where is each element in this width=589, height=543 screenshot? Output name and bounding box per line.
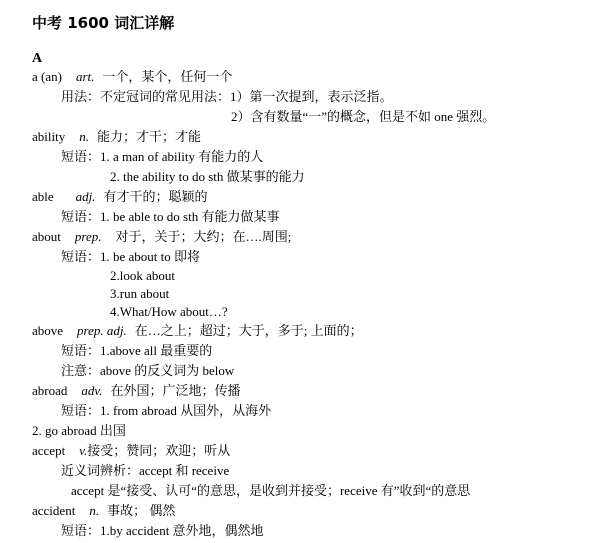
definition: 一个，某个，任何一个 [102, 69, 233, 84]
phrase-line: 短语：1. from abroad 从国外，从海外 [61, 403, 272, 418]
entry-headword-line [32, 69, 232, 85]
headword: accept [32, 443, 66, 458]
note-line: 注意：above 的反义词为 below [61, 363, 235, 378]
definition: 事故； 偶然 [107, 503, 176, 518]
section-letter: A [32, 51, 43, 66]
document-title: 中考 1600 词汇详解 [32, 14, 175, 32]
part-of-speech: v. [79, 443, 88, 458]
phrase-line: 短语：1. a man of ability 有能力的人 [61, 149, 264, 164]
part-of-speech: n. [89, 503, 100, 518]
phrase-line: 2.look about [110, 268, 175, 283]
entry-headword-line [32, 323, 363, 339]
phrase-line: 短语：1.above all 最重要的 [61, 343, 213, 358]
part-of-speech: n. [79, 129, 89, 144]
synonym-explanation-line: accept 是“接受、认可“的意思，是收到并接受；receive 有”收到“的意思 [71, 483, 471, 498]
entry-headword-line [32, 189, 208, 205]
phrase-line: 3.run about [110, 286, 170, 301]
definition: 能力；才干；才能 [96, 129, 201, 144]
part-of-speech: prep. [74, 229, 102, 244]
headword: accident [32, 503, 76, 518]
headword: ability [32, 129, 66, 144]
definition: 在…之上；超过；大于，多于; 上面的； [134, 323, 363, 338]
entry-headword-line [32, 383, 240, 399]
headword: about [32, 229, 61, 244]
headword: able [32, 189, 54, 204]
synonym-note-line: 近义词辨析：accept 和 receive [61, 463, 230, 478]
definition: 接受；赞同；欢迎；听从 [87, 443, 231, 458]
part-of-speech: art. [75, 69, 95, 84]
usage-line: 2）含有数量“一”的概念，但是不如 one 强烈。 [231, 109, 496, 124]
phrase-line: 短语：1.by accident 意外地，偶然地 [61, 523, 264, 538]
part-of-speech: prep. adj. [77, 323, 127, 338]
definition: 在外国；广泛地；传播 [110, 383, 241, 398]
entry-headword-line [32, 229, 291, 245]
phrase-line: 4.What/How about…? [110, 304, 228, 319]
headword: above [32, 323, 64, 338]
definition: 对于，关于；大约；在….周围; [115, 229, 292, 244]
phrase-line: 短语：1. be able to do sth 有能力做某事 [61, 209, 280, 224]
part-of-speech: adj. [75, 189, 96, 204]
usage-line: 用法：不定冠词的常见用法：1）第一次提到，表示泛指。 [61, 89, 393, 104]
entry-headword-line [32, 503, 175, 519]
entry-headword-line [32, 129, 201, 145]
entry-headword-line [32, 443, 230, 459]
headword: abroad [32, 383, 68, 398]
part-of-speech: adv. [81, 383, 103, 398]
phrase-line: 短语：1. be about to 即将 [61, 249, 201, 264]
headword: a (an) [32, 69, 62, 84]
phrase-line: 2. go abroad 出国 [32, 423, 126, 438]
phrase-line: 2. the ability to do sth 做某事的能力 [110, 169, 305, 184]
definition: 有才干的；聪颖的 [103, 189, 208, 204]
